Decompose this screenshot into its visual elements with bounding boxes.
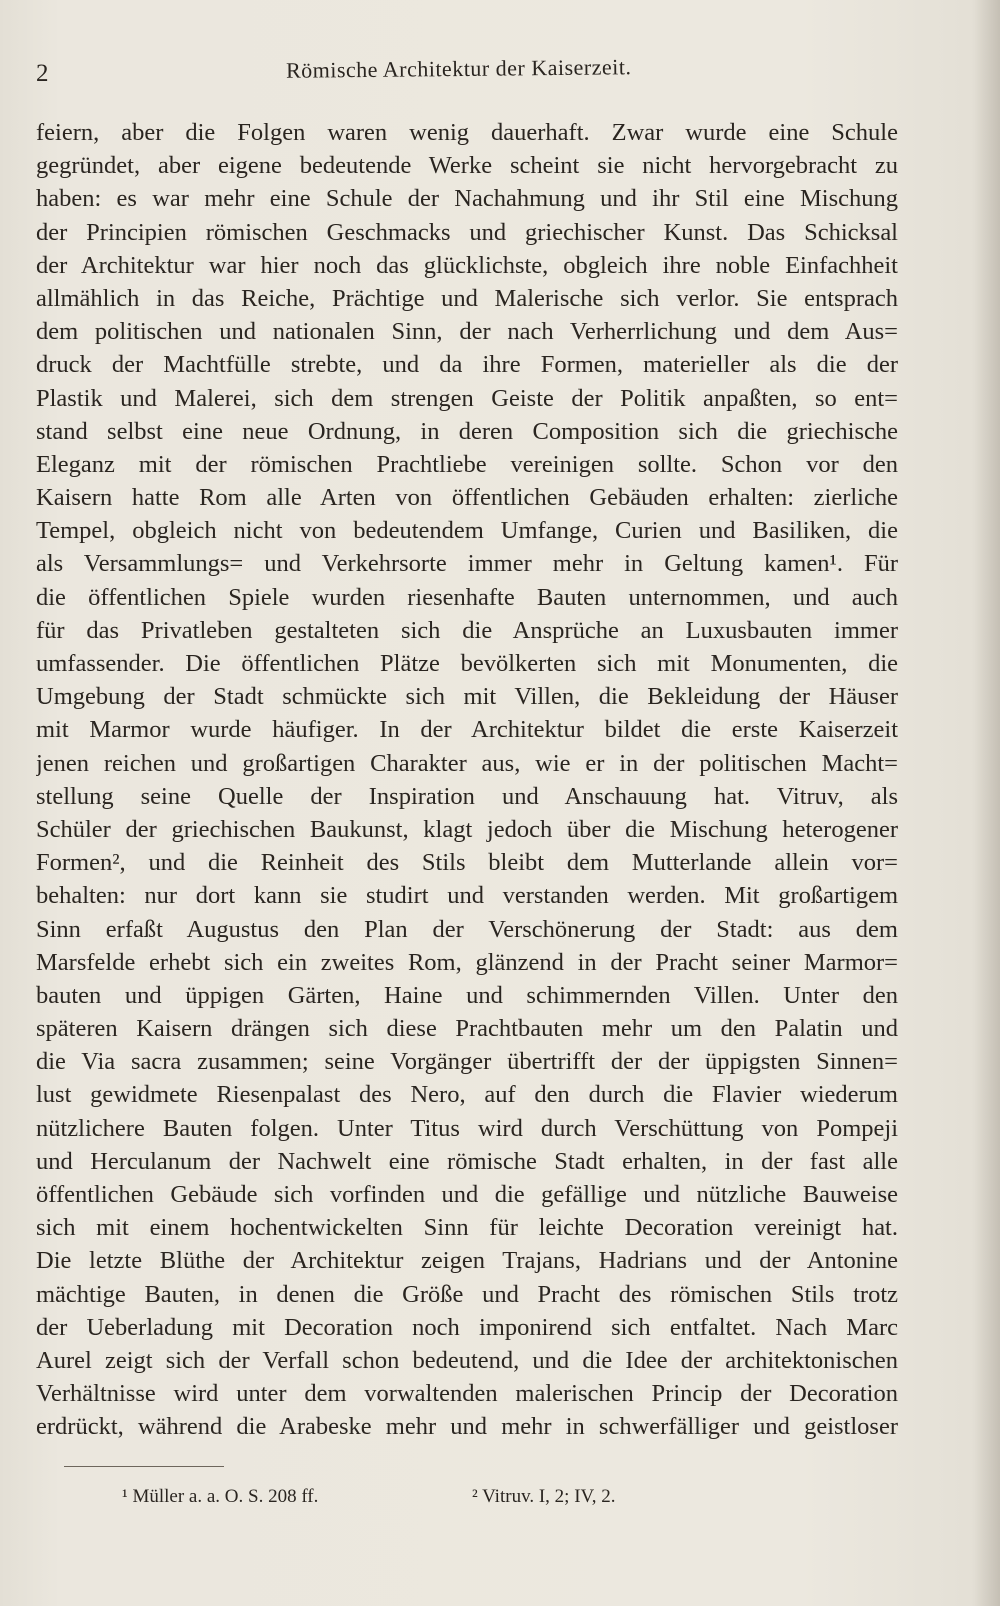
text-line: Aurel zeigt sich der Verfall schon bedeutend, und die Idee der architektonischen — [36, 1346, 898, 1374]
text-line: Kaisern hatte Rom alle Arten von öffentlichen Gebäuden erhalten: zierliche — [36, 484, 898, 512]
footnote-1: ¹ Müller a. a. O. S. 208 ff. — [122, 1486, 319, 1507]
body-text — [36, 116, 898, 1444]
text-line: dem politischen und nationalen Sinn, der nach Verherrlichung und dem Aus= — [36, 318, 898, 346]
text-line: nützlichere Bauten folgen. Unter Titus wird durch Verschüttung von Pompeji — [36, 1114, 898, 1142]
footnotes — [122, 1486, 822, 1516]
text-line: der Ueberladung mit Decoration noch imponirend sich entfaltet. Nach Marc — [36, 1313, 898, 1341]
page-edge-shadow — [974, 0, 1000, 1606]
text-line: öffentlichen Gebäude sich vorfinden und die gefällige und nützliche Bauweise — [36, 1181, 898, 1208]
text-line: der Architektur war hier noch das glücklichste, obgleich ihre noble Einfachheit — [36, 251, 898, 279]
text-line: feiern, aber die Folgen waren wenig dauerhaft. Zwar wurde eine Schule — [36, 119, 898, 146]
text-line: Sinn erfaßt Augustus den Plan der Verschönerung der Stadt: aus dem — [36, 915, 898, 943]
text-line: als Versammlungs= und Verkehrsorte immer mehr in Geltung kamen¹. Für — [36, 550, 898, 578]
page-header — [36, 52, 906, 92]
footnote-rule — [64, 1466, 224, 1467]
text-line: der Principien römischen Geschmacks und griechischer Kunst. Das Schicksal — [36, 218, 898, 246]
text-line: und Herculanum der Nachwelt eine römische Stadt erhalten, in der fast alle — [36, 1147, 898, 1175]
text-line: mächtige Bauten, in denen die Größe und Pracht des römischen Stils trotz — [36, 1280, 898, 1308]
text-line: druck der Machtfülle strebte, und da ihre Formen, materieller als die der — [36, 351, 898, 379]
text-line: mit Marmor wurde häufiger. In der Architektur bildet die erste Kaiserzeit — [36, 716, 898, 744]
text-line: lust gewidmete Riesenpalast des Nero, auf den durch die Flavier wiederum — [36, 1081, 898, 1109]
running-head: Römische Architektur der Kaiserzeit. — [285, 54, 632, 83]
text-line: Eleganz mit der römischen Prachtliebe vereinigen sollte. Schon vor den — [36, 450, 898, 478]
text-line: erdrückt, während die Arabeske mehr und mehr in schwerfälliger und geistloser — [36, 1413, 898, 1441]
text-line: Die letzte Blüthe der Architektur zeigen Trajans, Hadrians und der Antonine — [36, 1247, 898, 1275]
text-line: behalten: nur dort kann sie studirt und verstanden werden. Mit großartigem — [36, 882, 898, 910]
text-line: stellung seine Quelle der Inspiration und Anschauung hat. Vitruv, als — [36, 782, 898, 810]
text-line: sich mit einem hochentwickelten Sinn für leichte Decoration vereinigt hat. — [36, 1214, 898, 1242]
text-line: haben: es war mehr eine Schule der Nachahmung und ihr Stil eine Mischung — [36, 185, 898, 213]
text-line: späteren Kaisern drängen sich diese Prachtbauten mehr um den Palatin und — [36, 1015, 898, 1043]
text-line: Tempel, obgleich nicht von bedeutendem Umfange, Curien und Basiliken, die — [36, 517, 898, 545]
text-line: stand selbst eine neue Ordnung, in deren Composition sich die griechische — [36, 417, 898, 445]
text-line: Plastik und Malerei, sich dem strengen Geiste der Politik anpaßten, so ent= — [36, 384, 898, 412]
text-line: umfassender. Die öffentlichen Plätze bevölkerten sich mit Monumenten, die — [36, 650, 898, 677]
footnote-2: ² Vitruv. I, 2; IV, 2. — [472, 1486, 616, 1507]
text-line: Marsfelde erhebt sich ein zweites Rom, glänzend in der Pracht seiner Marmor= — [36, 948, 898, 976]
text-line: die öffentlichen Spiele wurden riesenhafte Bauten unternommen, und auch — [36, 583, 898, 611]
text-line: für das Privatleben gestalteten sich die Ansprüche an Luxusbauten immer — [36, 616, 898, 644]
text-line: bauten und üppigen Gärten, Haine und schimmernden Villen. Unter den — [36, 981, 898, 1009]
text-line: gegründet, aber eigene bedeutende Werke scheint sie nicht hervorgebracht zu — [36, 152, 898, 180]
text-line: jenen reichen und großartigen Charakter aus, wie er in der politischen Macht= — [36, 749, 898, 777]
text-line: die Via sacra zusammen; seine Vorgänger übertrifft der der üppigsten Sinnen= — [36, 1048, 898, 1076]
page-number: 2 — [36, 60, 49, 87]
text-line: Formen², und die Reinheit des Stils bleibt dem Mutterlande allein vor= — [36, 849, 898, 877]
text-line: allmählich in das Reiche, Prächtige und Malerische sich verlor. Sie entsprach — [36, 284, 898, 312]
text-line: Umgebung der Stadt schmückte sich mit Villen, die Bekleidung der Häuser — [36, 683, 898, 711]
text-line: Verhältnisse wird unter dem vorwaltenden malerischen Princip der Decoration — [36, 1380, 898, 1408]
text-line: Schüler der griechischen Baukunst, klagt jedoch über die Mischung heterogener — [36, 815, 898, 843]
